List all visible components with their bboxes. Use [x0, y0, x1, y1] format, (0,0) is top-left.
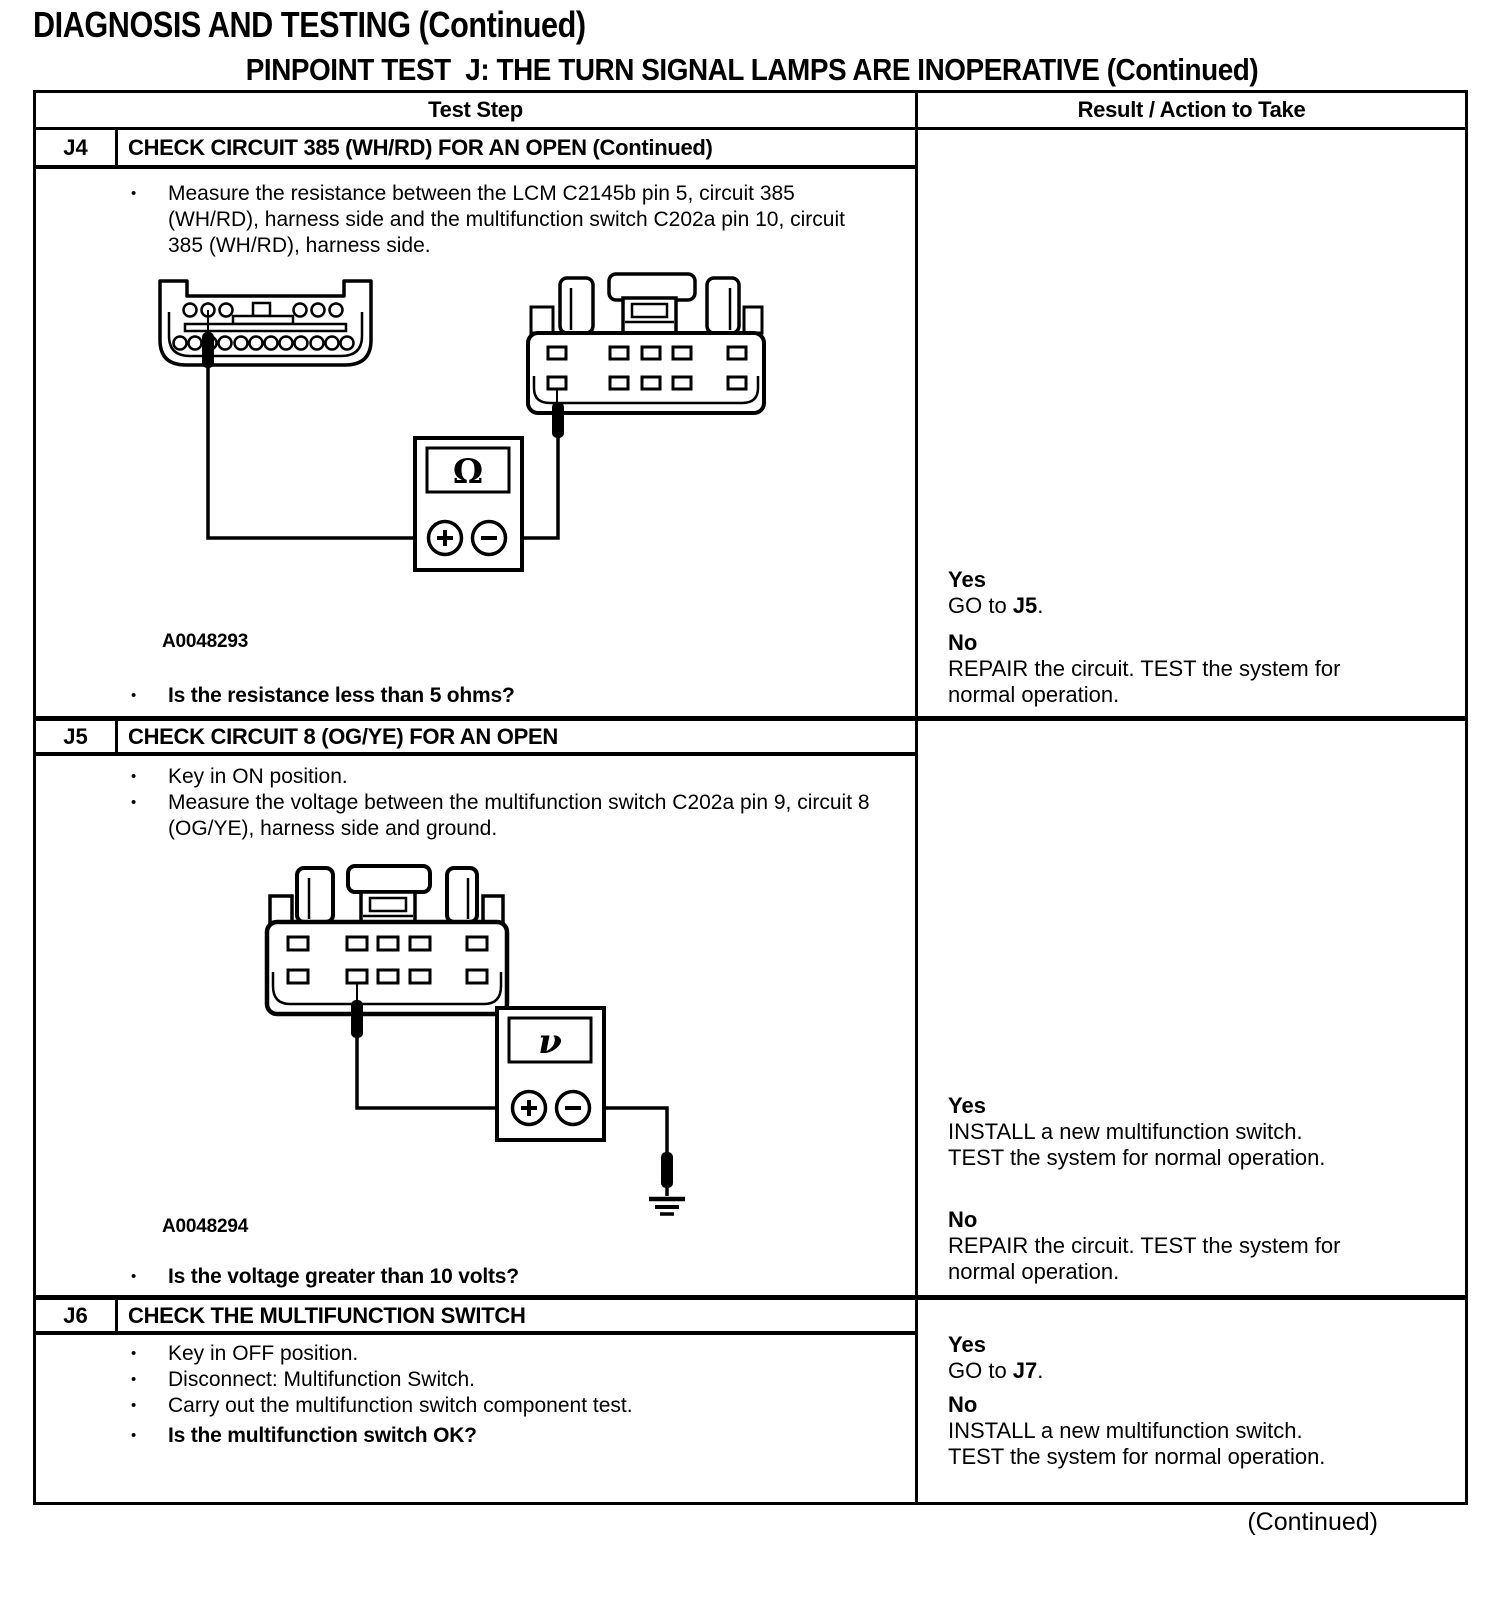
- pinpoint-test-title: PINPOINT TEST J: THE TURN SIGNAL LAMPS ARE INOPERATIVE (Continued): [245, 52, 1259, 87]
- step-strip-j5: [36, 721, 918, 752]
- no-label: No: [948, 1207, 978, 1232]
- yes-result: [948, 567, 1353, 619]
- bullet-icon: •: [131, 768, 137, 785]
- no-action: INSTALL a new multifunction switch. TEST the system for normal operation.: [948, 1418, 1326, 1469]
- step-title: CHECK THE MULTIFUNCTION SWITCH: [128, 1302, 526, 1328]
- step-question: • Is the voltage greater than 10 volts?: [131, 1265, 519, 1288]
- list-item: [36, 790, 905, 842]
- no-action: REPAIR the circuit. TEST the system for normal operation.: [948, 656, 1341, 707]
- col-header-test-step: Test Step: [428, 97, 523, 122]
- voltmeter-icon: [497, 1008, 604, 1140]
- result-cell-j4: [918, 130, 1465, 716]
- step-strip-j4: [36, 130, 918, 165]
- bullet-icon: •: [131, 1268, 137, 1285]
- yes-label: Yes: [948, 567, 986, 592]
- list-item: • Key in OFF position.: [131, 1342, 359, 1365]
- page-title: DIAGNOSIS AND TESTING (Continued): [33, 4, 586, 45]
- step-title: CHECK CIRCUIT 385 (WH/RD) FOR AN OPEN (Continued): [128, 134, 713, 160]
- result-cell-j6: [918, 1300, 1465, 1502]
- ohmmeter-icon: [415, 438, 522, 570]
- yes-result: [948, 1332, 1353, 1384]
- test-lead-wire: [208, 366, 415, 538]
- figure-label: A0048294: [162, 1216, 249, 1237]
- step-title: CHECK CIRCUIT 8 (OG/YE) FOR AN OPEN: [128, 723, 558, 749]
- yes-action: INSTALL a new multifunction switch. TEST the system for normal operation.: [948, 1119, 1326, 1170]
- bullet-icon: •: [131, 1345, 137, 1362]
- multifunction-switch-connector-icon: [528, 274, 764, 438]
- no-label: No: [948, 1392, 978, 1417]
- step-id: J6: [63, 1302, 88, 1328]
- lcm-connector-icon: [160, 281, 371, 368]
- no-action: REPAIR the circuit. TEST the system for normal operation.: [948, 1233, 1341, 1284]
- ohm-symbol: Ω: [452, 452, 484, 492]
- yes-action: GO to J5.: [948, 593, 1044, 618]
- yes-label: Yes: [948, 1093, 986, 1118]
- no-result: [948, 630, 1353, 708]
- result-cell-j5: [918, 721, 1465, 1295]
- step-strip-j6: [36, 1300, 918, 1331]
- no-label: No: [948, 630, 978, 655]
- step-id: J5: [63, 723, 88, 749]
- continued-note: (Continued): [1247, 1508, 1378, 1536]
- bullet-icon: •: [131, 687, 137, 704]
- multifunction-switch-connector-icon: [267, 866, 507, 1038]
- step-body-j4: [36, 169, 915, 716]
- resistance-test-diagram: [157, 270, 777, 582]
- bullet-icon: •: [131, 794, 137, 811]
- yes-result: [948, 1093, 1353, 1171]
- yes-action: GO to J7.: [948, 1358, 1044, 1383]
- test-lead-wire: [357, 1036, 497, 1108]
- list-item: • Disconnect: Multifunction Switch.: [131, 1368, 475, 1391]
- list-item: • Key in ON position.: [131, 765, 348, 788]
- bullet-icon: •: [131, 1427, 137, 1444]
- measure-instruction: Measure the voltage between the multifunction switch C202a pin 9, circuit 8 (OG/YE), harness side and ground.: [168, 791, 870, 840]
- yes-label: Yes: [948, 1332, 986, 1357]
- step-id: J4: [63, 134, 88, 160]
- volt-symbol: ν: [538, 1022, 562, 1062]
- step-question: • Is the multifunction switch OK?: [131, 1424, 477, 1447]
- step-question: • Is the resistance less than 5 ohms?: [131, 684, 515, 707]
- step-body-j6: [36, 1335, 915, 1502]
- figure-label: A0048293: [162, 631, 249, 652]
- bullet-icon: •: [131, 1371, 137, 1388]
- test-probe-icon: [552, 402, 564, 438]
- ground-icon: [649, 1199, 685, 1214]
- step-body-j5: [36, 756, 915, 1295]
- no-result: [948, 1392, 1353, 1470]
- test-probe-icon: [661, 1152, 673, 1188]
- no-result: [948, 1207, 1353, 1285]
- pinpoint-test-table: [33, 90, 1468, 1505]
- test-probe-icon: [351, 1000, 363, 1038]
- test-lead-wire: [522, 436, 558, 538]
- measure-instruction: Measure the resistance between the LCM C2145b pin 5, circuit 385 (WH/RD), harness side and the multifunction switch C202a pin 10, circuit 385 (WH/RD), harness side.: [168, 182, 845, 257]
- test-lead-wire: [606, 1108, 667, 1196]
- list-item: [36, 181, 905, 259]
- bullet-icon: •: [131, 1397, 137, 1414]
- col-header-result: Result / Action to Take: [1077, 97, 1306, 122]
- voltage-test-diagram: [255, 852, 700, 1230]
- bullet-icon: •: [131, 185, 137, 202]
- test-probe-icon: [202, 332, 214, 368]
- list-item: • Carry out the multifunction switch component test.: [131, 1394, 633, 1417]
